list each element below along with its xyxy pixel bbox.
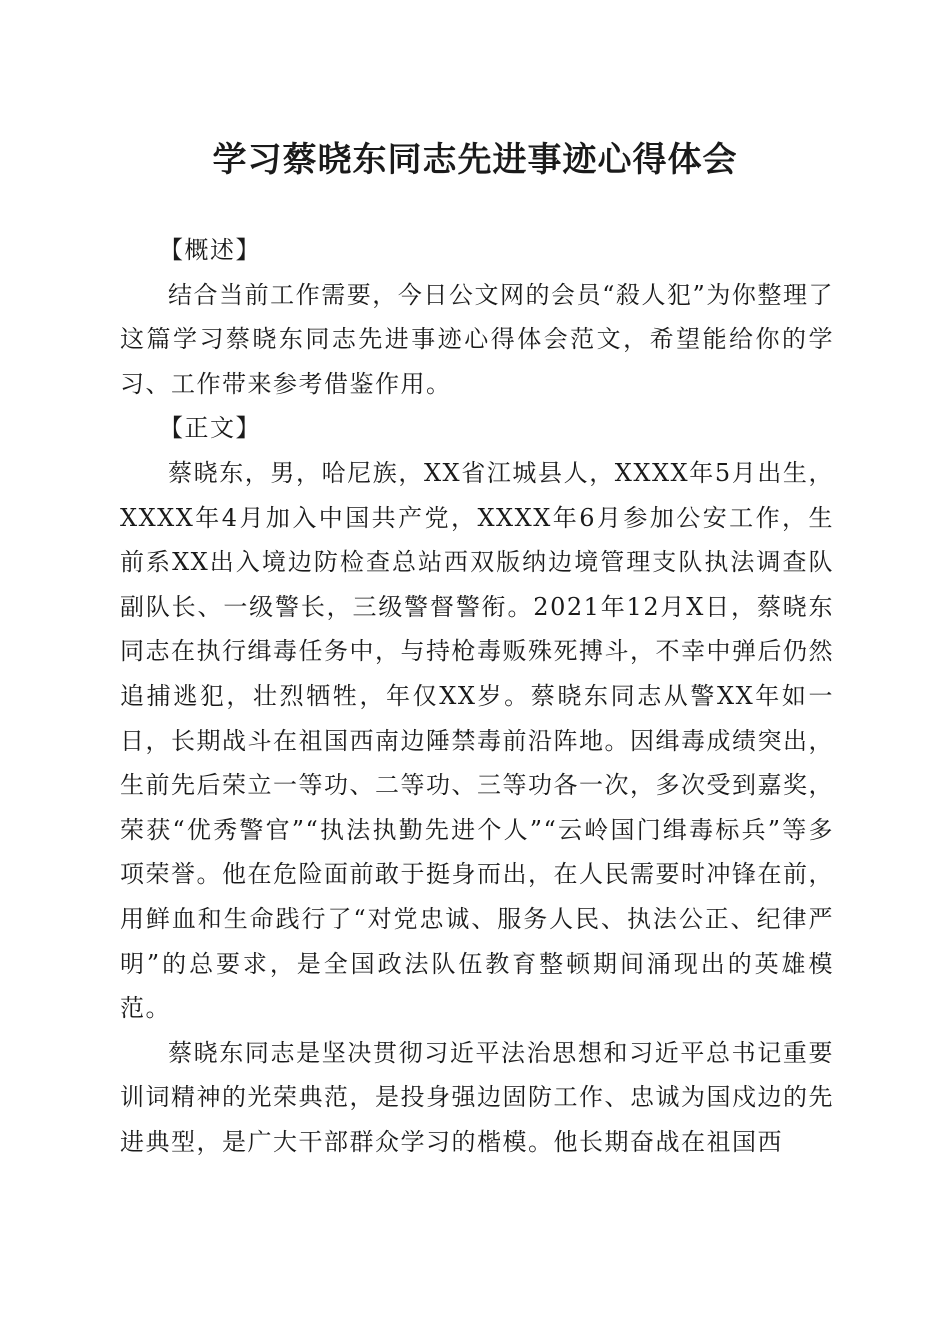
summary-section-label: 【概述】 <box>159 236 261 264</box>
document-body <box>120 228 834 1164</box>
body-section-label: 【正文】 <box>159 414 261 443</box>
summary-paragraph: 结合当前工作需要，今日公文网的会员“殺人犯”为你整理了这篇学习蔡晓东同志先进事迹心得体会范文，希望能给你的学习、工作带来参考借鉴作用。 <box>120 280 834 398</box>
document-title: 学习蔡晓东同志先进事迹心得体会 <box>212 140 738 180</box>
body-paragraph-2: 蔡晓东同志是坚决贯彻习近平法治思想和习近平总书记重要训词精神的光荣典范，是投身强边固防工作、忠诚为国戍边的先进典型，是广大干部群众学习的楷模。他长期奋战在祖国西 <box>120 1038 834 1156</box>
body-paragraph-1: 蔡晓东，男，哈尼族，XX省江城县人，XXXX年5月出生，XXXX年4月加入中国共产党，XXXX年6月参加公安工作，生前系XX出入境边防检查总站西双版纳边境管理支队执法调查队副队长、一级警长，三级警督警衔。2021年12月X日，蔡晓东同志在执行缉毒任务中，与持枪毒贩殊死搏斗，不幸中弹后仍然追捕逃犯，壮烈牺牲，年仅XX岁。蔡晓东同志从警XX年如一日，长期战斗在祖国西南边陲禁毒前沿阵地。因缉毒成绩突出，生前先后荣立一等功、二等功、三等功各一次，多次受到嘉奖，荣获“优秀警官”“执法执勤先进个人”“云岭国门缉毒标兵”等多项荣誉。他在危险面前敢于挺身而出，在人民需要时冲锋在前，用鲜血和生命践行了“对党忠诚、服务人民、执法公正、纪律严明”的总要求，是全国政法队伍教育整顿期间涌现出的英雄模范。 <box>120 458 834 1023</box>
